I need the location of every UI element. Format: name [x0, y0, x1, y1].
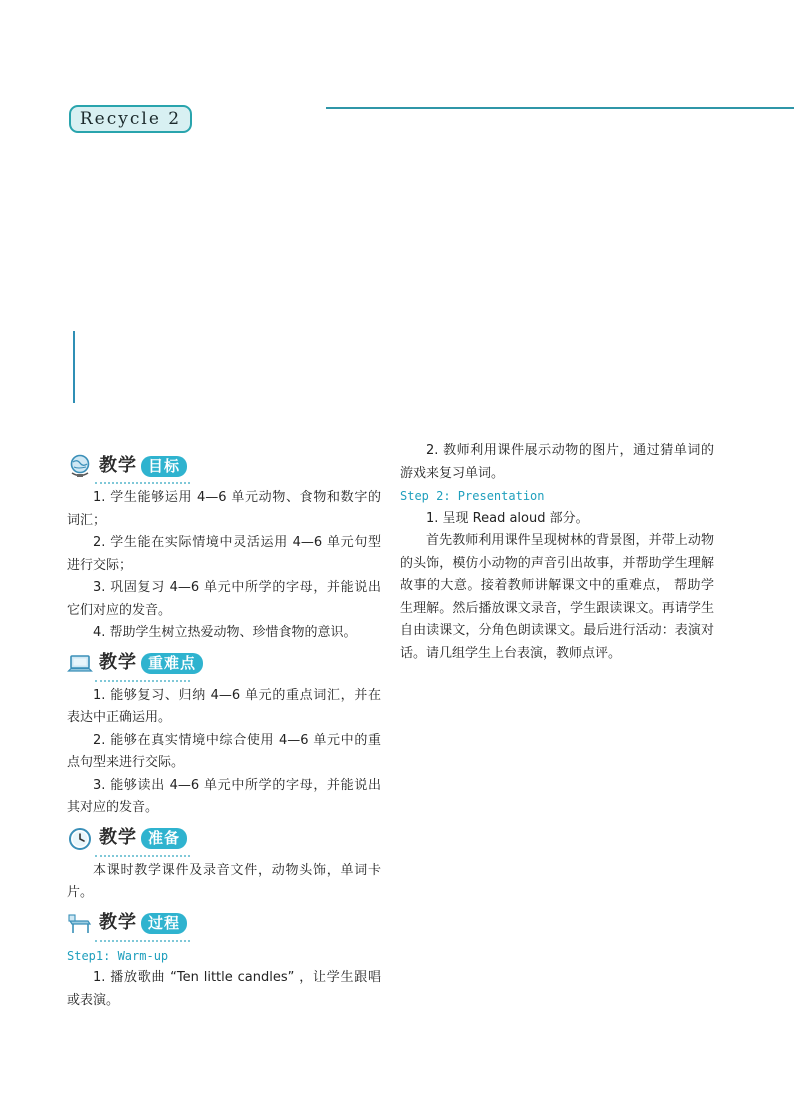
section-prefix: 教学 [99, 454, 137, 476]
list-item: 3. 能够读出 4—6 单元中所学的字母，并能说出其对应的发音。 [67, 777, 381, 815]
section-heading-objectives [67, 451, 381, 481]
section-prefix: 教学 [99, 652, 137, 674]
dotted-underline [95, 680, 190, 682]
right-column [400, 440, 714, 665]
desk-icon [67, 911, 93, 937]
clock-icon [67, 826, 93, 852]
list-item: 2. 能够在真实情境中综合使用 4—6 单元中的重点句型来进行交际。 [67, 732, 381, 770]
paragraph: 2. 教师利用课件展示动物的图片，通过猜单词的游戏来复习单词。 [400, 443, 714, 481]
vertical-accent-bar [73, 331, 75, 403]
list-item: 1. 能够复习、归纳 4—6 单元的重点词汇，并在表达中正确运用。 [67, 687, 381, 725]
list-item: 2. 学生能在实际情境中灵活运用 4—6 单元句型进行交际； [67, 535, 381, 573]
section-highlight: 重难点 [141, 653, 203, 674]
list-item: 3. 巩固复习 4—6 单元中所学的字母，并能说出它们对应的发音。 [67, 580, 381, 618]
section-highlight: 过程 [141, 913, 187, 934]
section-highlight: 目标 [141, 456, 187, 477]
list-item: 1. 播放歌曲 “Ten little candles” ，让学生跟唱或表演。 [67, 970, 381, 1008]
laptop-icon [67, 651, 93, 677]
dotted-underline [95, 482, 190, 484]
section-heading-process [67, 909, 381, 939]
section-prefix: 教学 [99, 912, 137, 934]
section-heading-preparation [67, 824, 381, 854]
section-heading-keypoints [67, 649, 381, 679]
preparation-text: 本课时教学课件及录音文件，动物头饰，单词卡片。 [67, 862, 381, 900]
dotted-underline [95, 940, 190, 942]
section-prefix: 教学 [99, 827, 137, 849]
dotted-underline [95, 855, 190, 857]
recycle-badge: Recycle 2 [69, 105, 192, 133]
header-rule [326, 107, 794, 109]
step2-label: Step 2: Presentation [400, 489, 545, 503]
globe-icon [67, 453, 93, 479]
paragraph: 首先教师利用课件呈现树林的背景图，并带上动物的头饰，模仿小动物的声音引出故事，并帮助学生理解故事的大意。接着教师讲解课文中的重难点， 帮助学生理解。然后播放课文录音，学生跟读课文。再请学生自由读课文，分角色朗读课文。最后进行活动：表演对话。请几组学生上台表演，教师点评。 [400, 533, 714, 661]
left-column [67, 447, 381, 1012]
section-highlight: 准备 [141, 828, 187, 849]
step1-label: Step1: Warm-up [67, 948, 169, 963]
list-item: 4. 帮助学生树立热爱动物、珍惜食物的意识。 [93, 625, 357, 640]
list-item: 1. 学生能够运用 4—6 单元动物、食物和数字的词汇； [67, 490, 381, 528]
paragraph: 1. 呈现 Read aloud 部分。 [426, 510, 589, 526]
